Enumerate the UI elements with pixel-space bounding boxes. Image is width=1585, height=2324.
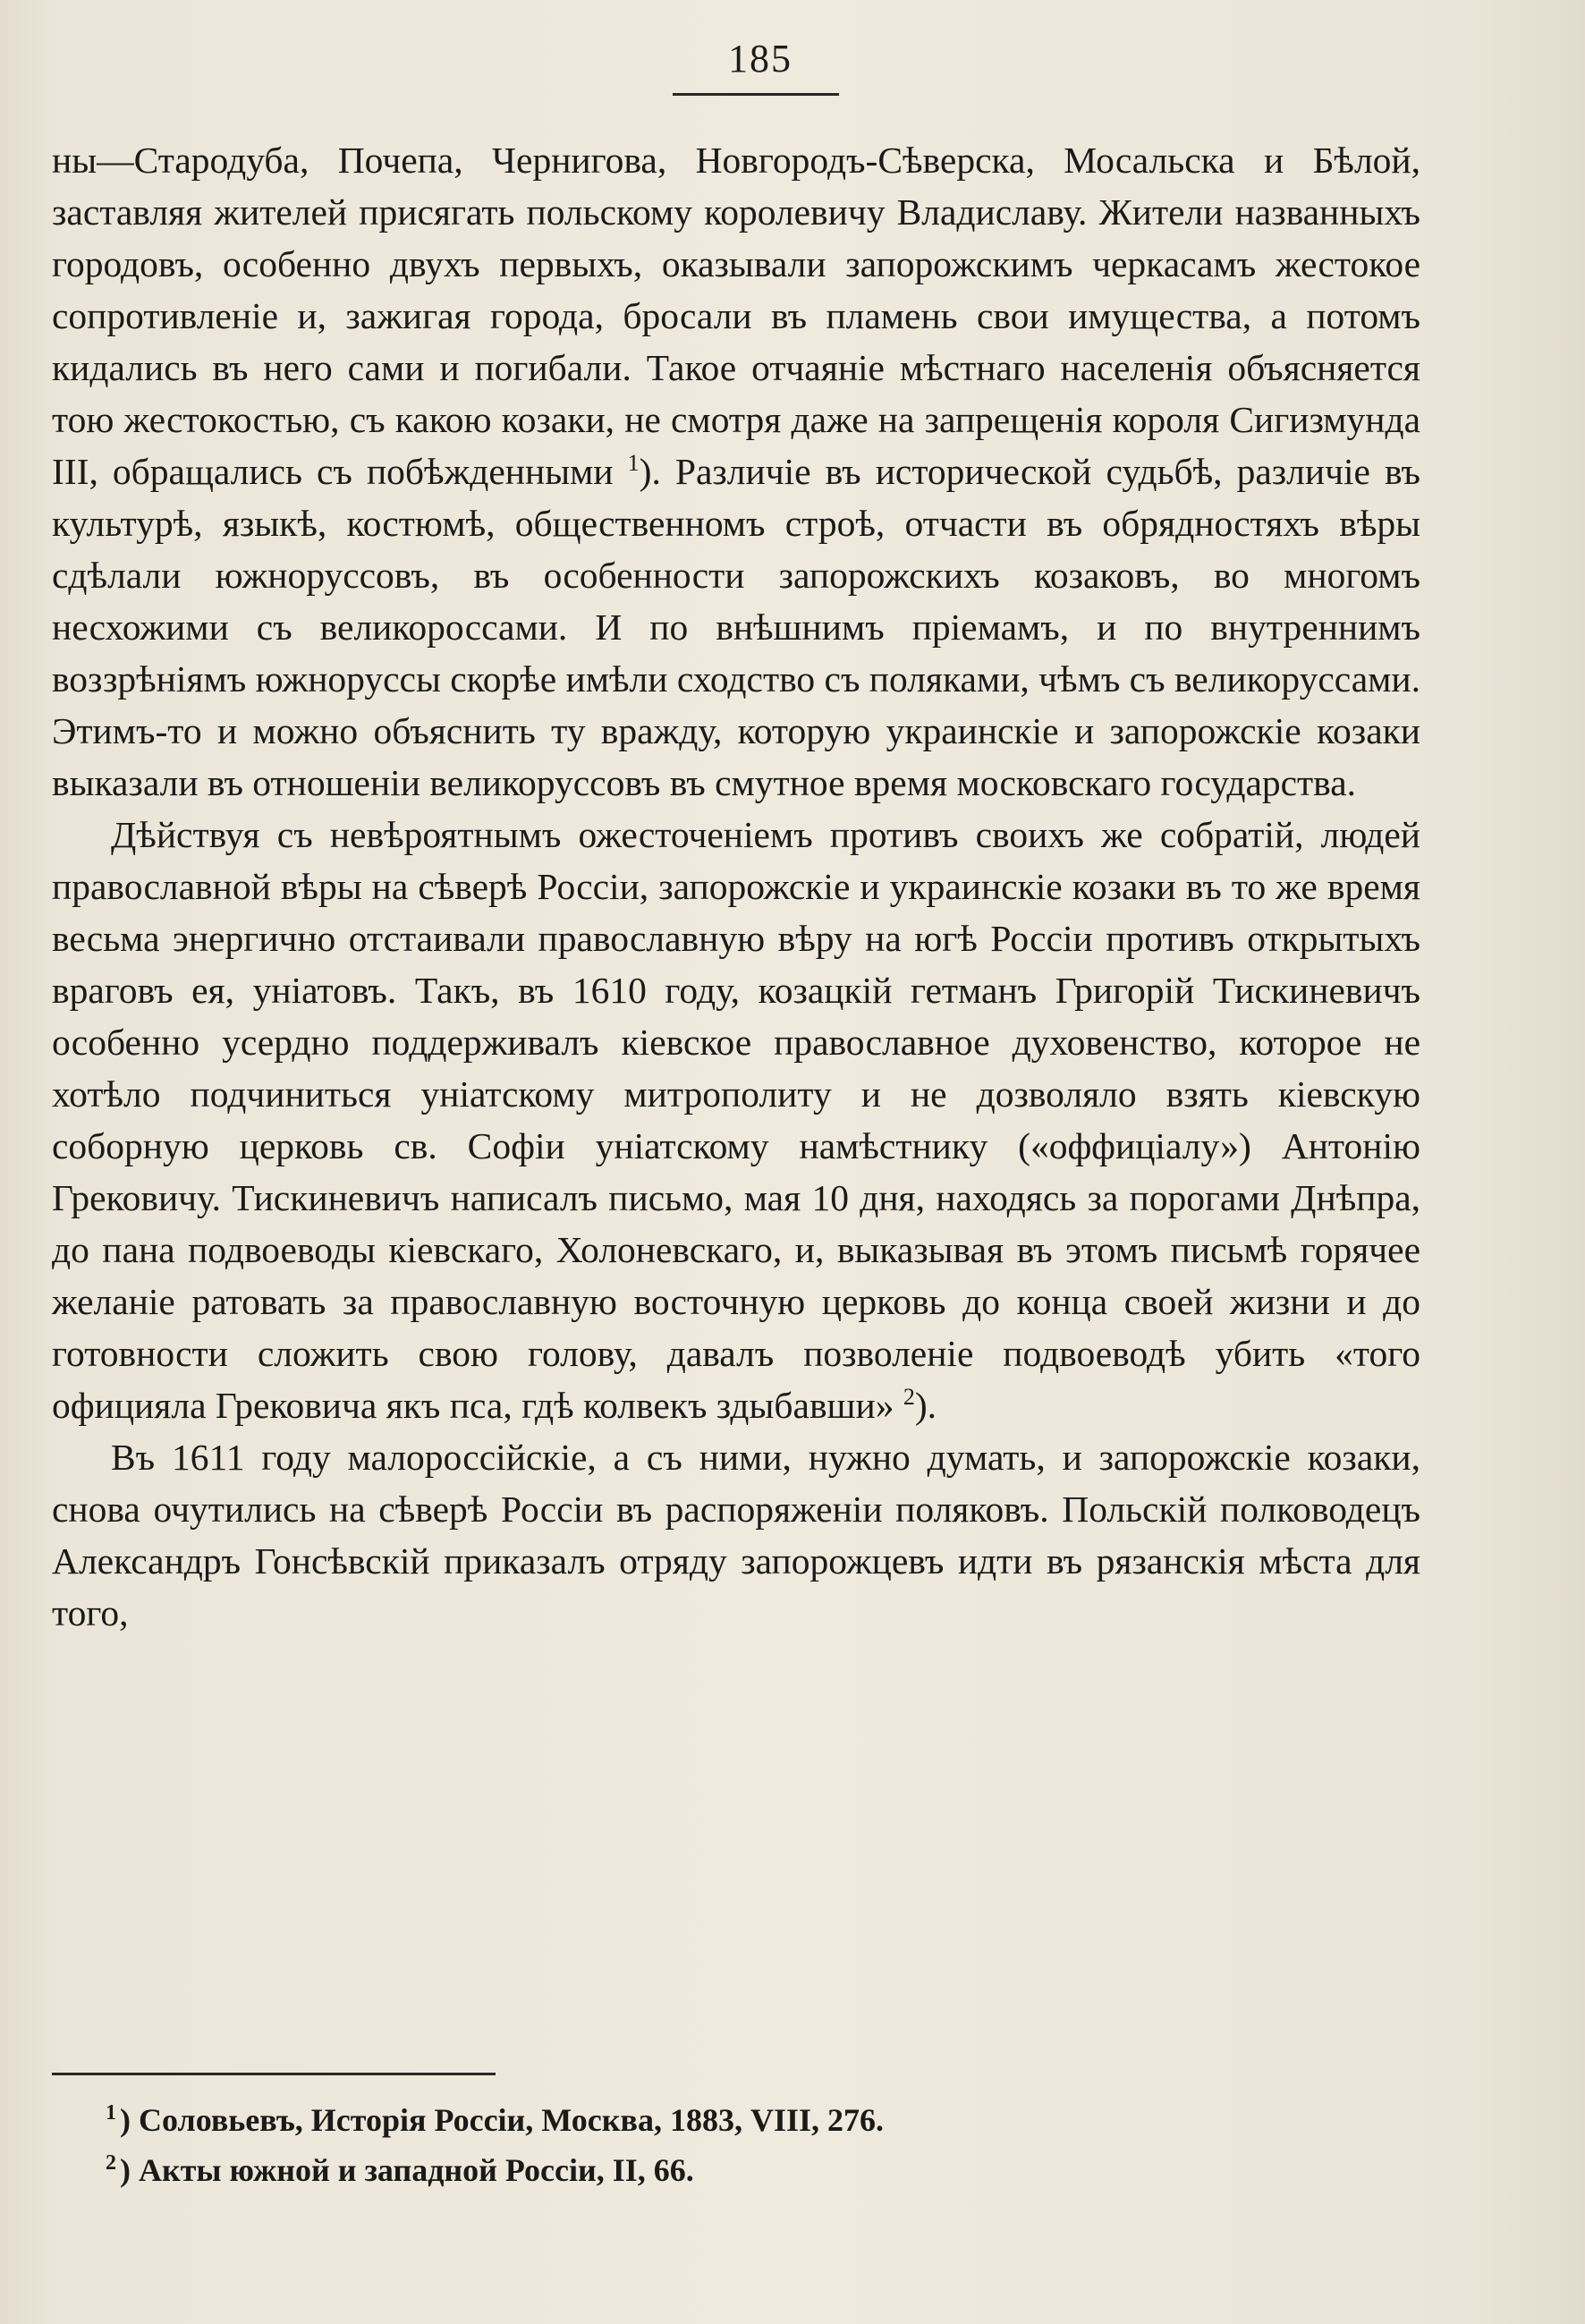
footnote-1-marker: 1 xyxy=(106,2101,116,2125)
footnotes xyxy=(106,2095,1358,2195)
page-number-rule xyxy=(673,93,839,96)
paragraph-2-text-a: Дѣйствуя съ невѣроятнымъ ожесточеніемъ противъ своихъ же собратій, людей православной вѣры на сѣверѣ Россіи, запорожскіе и украинскіе козаки въ то же время весьма энергично отстаивали православную вѣру на югѣ Россіи противъ открытыхъ враговъ ея, уніатовъ. Такъ, въ 1610 году, козацкій гетманъ Григорій Тискиневичъ особенно усердно поддерживалъ кіевское православное духовенство, которое не хотѣло подчиниться уніатскому митрополиту и не дозволяло взять кіевскую соборную церковь св. Софіи уніатскому намѣстнику («оффиціалу») Антонію Грековичу. Тискиневичъ написалъ письмо, мая 10 дня, находясь за порогами Днѣпра, до пана подвоеводы кіевскаго, Холоневскаго, и, выказывая въ этомъ письмѣ горячее желаніе ратовать за православную восточную церковь до конца своей жизни и до готовности сложить свою голову, давалъ позволеніе подвоеводѣ убить «того официяла Грековича якъ пса, гдѣ колвекъ здыбавши» xyxy=(52,814,1420,1426)
paragraph-3: Въ 1611 году малороссійскіе, а съ ними, нужно думать, и запорожскіе козаки, снова очутились на сѣверѣ Россіи въ распоряженіи поляковъ. Польскій полководецъ Александръ Гонсѣвскій приказалъ отряду запорожцевъ идти въ рязанскія мѣста для того, xyxy=(52,1437,1420,1633)
paragraph-1 xyxy=(52,134,1420,809)
footnote-1-text: ) Соловьевъ, Исторія Россіи, Москва, 1883, VIII, 276. xyxy=(120,2102,884,2138)
footnote-1 xyxy=(106,2095,1358,2145)
body-text xyxy=(52,134,1420,1639)
paragraph-1-text-a: ны—Стародуба, Почепа, Чернигова, Новгородъ-Сѣверска, Мосальска и Бѣлой, заставляя жителей присягать польскому королевичу Владиславу. Жители названныхъ городовъ, особенно двухъ первыхъ, оказывали запорожскимъ черкасамъ жестокое сопротивленіе и, зажигая города, бросали въ пламень свои имущества, а потомъ кидались въ него сами и погибали. Такое отчаяніе мѣстнаго населенія объясняется тою жестокостью, съ какою козаки, не смотря даже на запрещенія короля Сигизмунда III, обращались съ побѣжденными xyxy=(52,140,1420,492)
footnote-2-marker: 2 xyxy=(106,2151,116,2175)
page-number: 185 xyxy=(728,37,792,81)
footnote-rule xyxy=(52,2073,496,2075)
paragraph-2-text-b: ). xyxy=(914,1385,937,1426)
footnote-ref-2: 2 xyxy=(903,1384,915,1411)
paragraph-2 xyxy=(52,809,1420,1431)
footnote-ref-1: 1 xyxy=(627,450,640,477)
footnote-2-text: ) Акты южной и западной Россіи, II, 66. xyxy=(120,2152,694,2188)
paragraph-1-text-b: ). Различіе въ исторической судьбѣ, различіе въ культурѣ, языкѣ, костюмѣ, общественномъ строѣ, отчасти въ обрядностяхъ вѣры сдѣлали южноруссовъ, въ особенности запорожскихъ козаковъ, во многомъ несхожими съ великороссами. И по внѣшнимъ пріемамъ, и по внутреннимъ воззрѣніямъ южноруссы скорѣе имѣли сходство съ поляками, чѣмъ съ великоруссами. Этимъ-то и можно объяснить ту вражду, которую украинскіе и запорожскіе козаки выказали въ отношеніи великоруссовъ въ смутное время московскаго государства. xyxy=(52,451,1421,803)
footnote-2 xyxy=(106,2145,1358,2195)
